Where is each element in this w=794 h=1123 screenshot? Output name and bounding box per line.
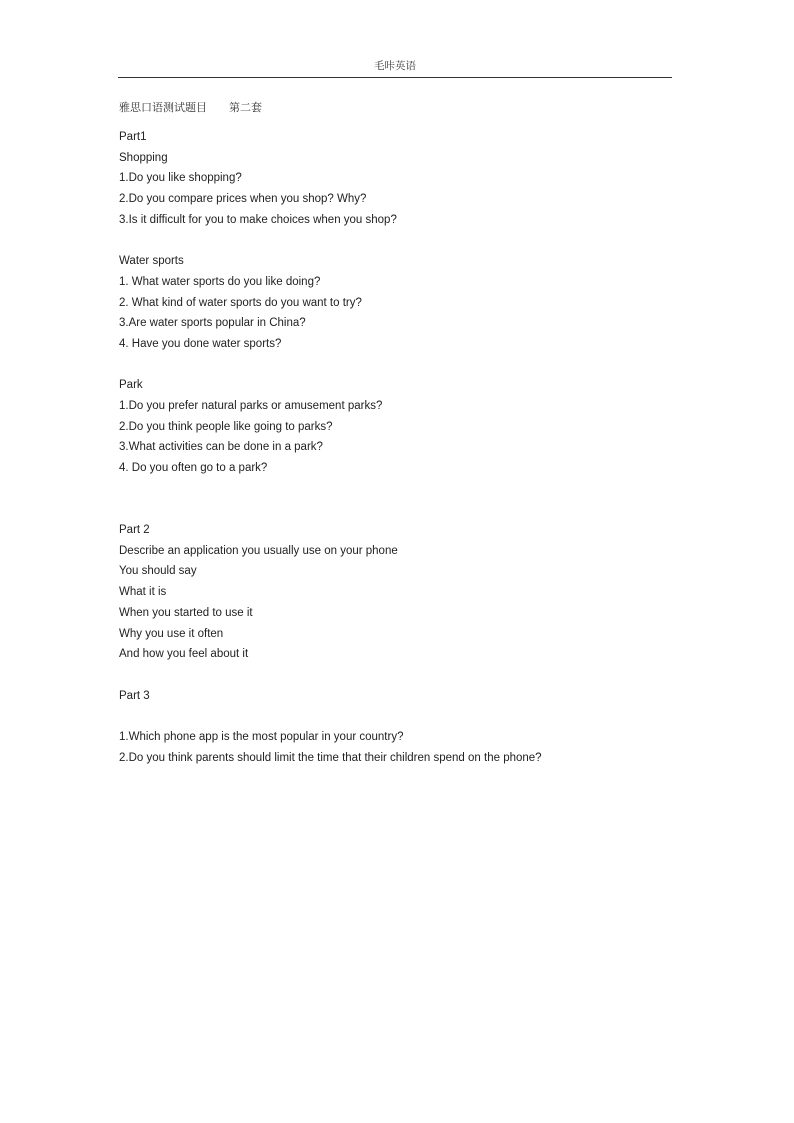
water-sports-topic: [119, 251, 679, 354]
cue-card-prompt: Describe an application you usually use on your phone: [119, 544, 398, 557]
question-item: 3.What activities can be done in a park?: [119, 441, 323, 454]
shopping-topic: [119, 148, 679, 231]
question-item: 1.Which phone app is the most popular in your country?: [119, 730, 404, 743]
topic-title: Water sports: [119, 255, 184, 268]
title-text: 雅思口语测试题目: [119, 101, 207, 114]
topic-title: Shopping: [119, 151, 168, 164]
topic-title: Park: [119, 379, 143, 392]
question-item: 2.Do you compare prices when you shop? Why?: [119, 193, 367, 206]
spacer: [119, 479, 679, 520]
part1-heading: Part1: [119, 131, 147, 143]
question-item: 2. What kind of water sports do you want to try?: [119, 296, 362, 309]
page-header: [118, 58, 672, 78]
document-body: [119, 99, 679, 768]
question-item: 1.Do you prefer natural parks or amusement parks?: [119, 399, 383, 412]
question-item: 1. What water sports do you like doing?: [119, 275, 321, 288]
question-item: 4. Have you done water sports?: [119, 337, 282, 350]
spacer: [119, 355, 679, 376]
question-item: 1.Do you like shopping?: [119, 172, 242, 185]
question-item: 3.Are water sports popular in China?: [119, 317, 306, 330]
question-item: 2.Do you think people like going to parks?: [119, 420, 333, 433]
cue-card-line: What it is: [119, 586, 167, 599]
subtitle-text: 第二套: [229, 101, 262, 114]
spacer: [119, 230, 679, 251]
part3-section: [119, 686, 679, 769]
question-item: 3.Is it difficult for you to make choices when you shop?: [119, 213, 397, 226]
question-item: 2.Do you think parents should limit the time that their children spend on the phone?: [119, 751, 542, 764]
part1-section: [119, 127, 679, 479]
spacer: [119, 706, 679, 727]
spacer: [119, 665, 679, 686]
document-title: [119, 99, 679, 117]
header-text: 毛咔英语: [374, 60, 416, 72]
cue-card-line: When you started to use it: [119, 606, 253, 619]
cue-card-line: You should say: [119, 565, 197, 578]
part2-heading: Part 2: [119, 524, 150, 537]
park-topic: [119, 375, 679, 478]
cue-card-line: And how you feel about it: [119, 648, 249, 661]
question-item: 4. Do you often go to a park?: [119, 462, 268, 474]
part2-section: [119, 520, 679, 665]
cue-card-line: Why you use it often: [119, 627, 224, 640]
part3-heading: Part 3: [119, 689, 150, 702]
